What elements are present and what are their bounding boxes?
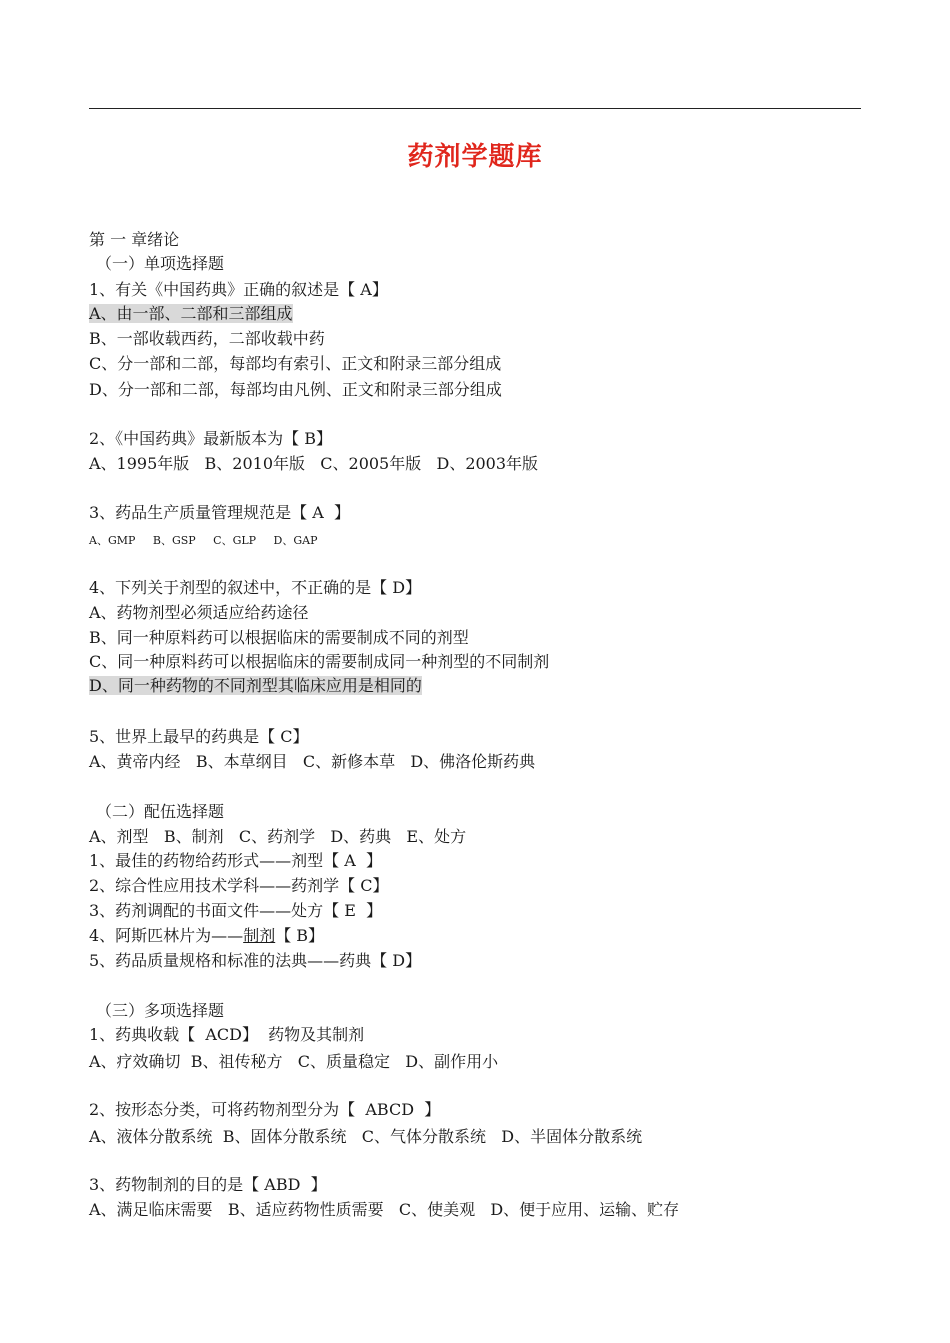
option [89, 675, 422, 697]
question: 1、药典收载【 ACD】 药物及其制剂 [89, 1025, 365, 1044]
option: A、药物剂型必须适应给药途径 [89, 603, 309, 622]
option: B、同一种原料药可以根据临床的需要制成不同的剂型 [89, 628, 469, 647]
question: 1、最佳的药物给药形式——剂型【 A 】 [89, 851, 382, 870]
question: 2、按形态分类，可将药物剂型分为【 ABCD 】 [89, 1100, 441, 1119]
section-heading: （一）单项选择题 [96, 254, 225, 273]
option: A、GMP B、GSP C、GLP D、GAP [89, 534, 318, 547]
section-heading: （三）多项选择题 [96, 1001, 225, 1020]
question: 5、世界上最早的药典是【 C】 [89, 727, 309, 746]
option: D、分一部和二部，每部均由凡例、正文和附录三部分组成 [89, 380, 502, 399]
option: B、一部收载西药，二部收载中药 [89, 329, 325, 348]
underlined-answer: 制剂 [243, 926, 276, 945]
question: 3、药剂调配的书面文件——处方【 E 】 [89, 901, 383, 920]
question [89, 925, 324, 947]
option: A、黄帝内经 B、本草纲目 C、新修本草 D、佛洛伦斯药典 [89, 752, 536, 771]
question-text: 4、阿斯匹林片为—— [89, 926, 244, 945]
option: A、疗效确切 B、祖传秘方 C、质量稳定 D、副作用小 [89, 1052, 499, 1071]
section-heading: （二）配伍选择题 [96, 802, 225, 821]
option: A、剂型 B、制剂 C、药剂学 D、药典 E、处方 [89, 827, 467, 846]
option: A、满足临床需要 B、适应药物性质需要 C、使美观 D、便于应用、运输、贮存 [89, 1200, 680, 1219]
option: A、液体分散系统 B、固体分散系统 C、气体分散系统 D、半固体分散系统 [89, 1127, 643, 1146]
question: 3、药物制剂的目的是【 ABD 】 [89, 1175, 327, 1194]
answer-bracket: 【 B】 [275, 926, 325, 945]
question: 5、药品质量规格和标准的法典——药典【 D】 [89, 951, 422, 970]
highlighted-option: A、由一部、二部和三部组成 [89, 304, 293, 323]
question: 4、下列关于剂型的叙述中，不正确的是【 D】 [89, 578, 422, 597]
question: 2、综合性应用技术学科——药剂学【 C】 [89, 876, 389, 895]
option [89, 303, 293, 325]
highlighted-option: D、同一种药物的不同剂型其临床应用是相同的 [89, 676, 422, 695]
header-rule [89, 108, 861, 109]
page-title: 药剂学题库 [407, 142, 543, 172]
option: C、分一部和二部，每部均有索引、正文和附录三部分组成 [89, 354, 502, 373]
chapter-heading: 第 一 章绪论 [89, 230, 180, 249]
question: 2、《中国药典》最新版本为【 B】 [89, 429, 333, 448]
option: A、1995年版 B、2010年版 C、2005年版 D、2003年版 [89, 454, 539, 473]
question: 1、有关《中国药典》正确的叙述是【 A】 [89, 280, 388, 299]
question: 3、药品生产质量管理规范是【 A 】 [89, 503, 350, 522]
option: C、同一种原料药可以根据临床的需要制成同一种剂型的不同制剂 [89, 652, 550, 671]
